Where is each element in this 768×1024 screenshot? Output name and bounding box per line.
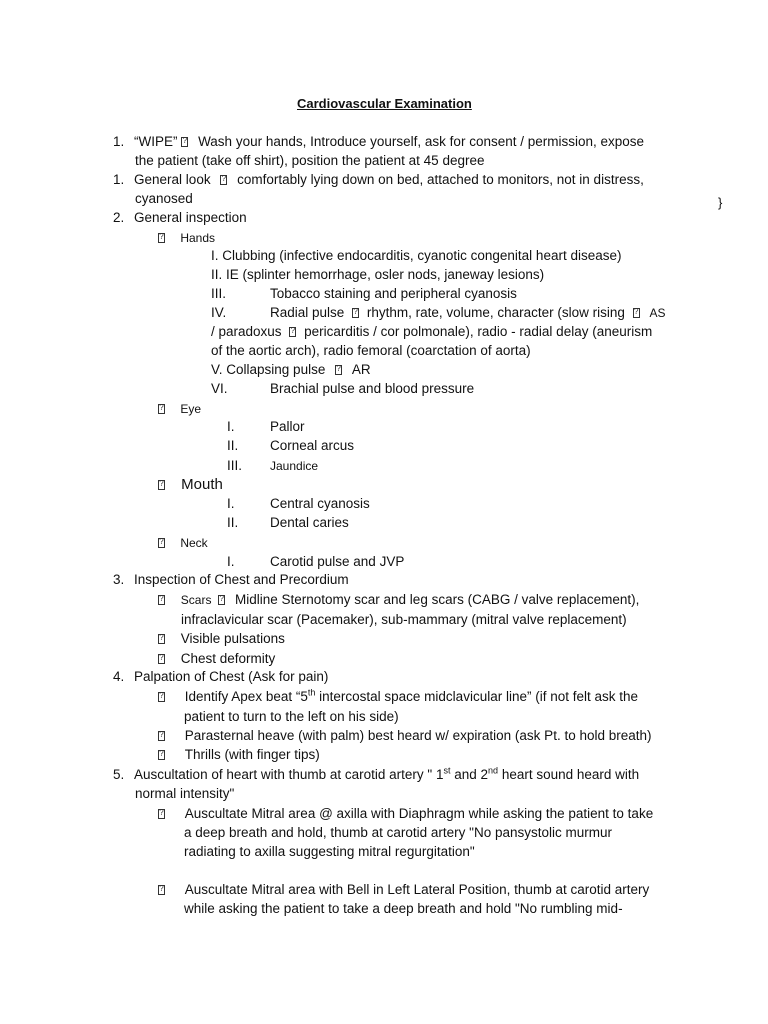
superscript: th — [307, 687, 316, 698]
hands-item-2: II. IE (splinter hemorrhage, osler nods, janeway lesions) — [211, 267, 545, 282]
auscultation-a: Auscultation of heart with thumb at carotid artery " 1 — [134, 767, 444, 782]
list-item-wipe — [113, 133, 644, 151]
eye-item-3: Jaundice — [270, 459, 319, 473]
visible-pulsations-label: Visible pulsations — [180, 631, 285, 646]
sub-item-mitral-bell-cont: while asking the patient to take a deep breath and hold "No rumbling mid- — [184, 901, 623, 916]
eye-item-1: Pallor — [270, 419, 305, 434]
sub-item-eye — [158, 400, 201, 418]
missing-glyph-icon — [220, 175, 227, 185]
mouth-item-1: Central cyanosis — [270, 496, 370, 511]
list-number: 2. — [113, 210, 125, 225]
list-number: 1. — [113, 172, 125, 187]
eye-label: Eye — [180, 402, 202, 416]
sub-item-mitral-bell — [158, 881, 649, 899]
document-title: Cardiovascular Examination — [297, 96, 472, 111]
scars-label: Scars — [180, 593, 212, 607]
wipe-text: Wash your hands, Introduce yourself, ask for consent / permission, expose — [198, 134, 645, 149]
list-number: 1. — [113, 134, 125, 149]
apex-beat-a: Identify Apex beat “5 — [184, 689, 308, 704]
missing-glyph-icon — [158, 750, 165, 760]
auscultation-b: and 2 — [450, 767, 489, 782]
eye-item-1-num: I. — [227, 419, 235, 434]
missing-glyph-icon — [335, 365, 342, 375]
sub-item-apex-beat — [158, 688, 638, 706]
hands-item-3-num: III. — [211, 286, 227, 301]
mouth-item-2-num: II. — [227, 515, 239, 530]
chest-deformity-label: Chest deformity — [180, 651, 276, 666]
margin-brace: } — [718, 195, 723, 210]
thrills-text: Thrills (with finger tips) — [184, 747, 320, 762]
missing-glyph-icon — [158, 809, 165, 819]
sub-item-apex-beat-cont: patient to turn to the left on his side) — [184, 709, 399, 724]
sub-item-chest-deformity — [158, 650, 275, 668]
missing-glyph-icon — [218, 595, 225, 605]
neck-item-1: Carotid pulse and JVP — [270, 554, 405, 569]
sub-item-thrills — [158, 746, 320, 764]
mitral-bell-text: Auscultate Mitral area with Bell in Left Lateral Position, thumb at carotid artery — [184, 882, 650, 897]
list-item-general-inspection — [113, 209, 247, 227]
list-item-auscultation — [113, 766, 639, 784]
missing-glyph-icon — [158, 538, 165, 548]
general-look-label: General look — [134, 172, 211, 187]
radial-pulse-label: Radial pulse — [270, 305, 345, 320]
mouth-item-2: Dental caries — [270, 515, 349, 530]
missing-glyph-icon — [158, 404, 165, 414]
ar-label: AR — [351, 362, 371, 377]
list-item-general-look-cont: cyanosed — [135, 191, 193, 206]
hands-item-3: Tobacco staining and peripheral cyanosis — [270, 286, 517, 301]
list-item-wipe-cont: the patient (take off shirt), position the patient at 45 degree — [135, 153, 485, 168]
missing-glyph-icon — [158, 885, 165, 895]
missing-glyph-icon — [158, 692, 165, 702]
superscript: st — [443, 765, 451, 776]
missing-glyph-icon — [158, 634, 165, 644]
palpation-label: Palpation of Chest (Ask for pain) — [134, 669, 329, 684]
eye-item-3-num: III. — [227, 458, 243, 473]
general-look-text: comfortably lying down on bed, attached to monitors, not in distress, — [237, 172, 644, 187]
pericarditis-text: pericarditis / cor polmonale), radio - radial delay (aneurism — [304, 324, 653, 339]
eye-item-2: Corneal arcus — [270, 438, 355, 453]
list-number: 4. — [113, 669, 125, 684]
collapsing-pulse-label: V. Collapsing pulse — [211, 362, 326, 377]
auscultation-text — [134, 767, 639, 782]
list-item-chest-inspection — [113, 571, 349, 589]
list-item-general-look — [113, 171, 644, 189]
hands-item-4-cont2: of the aortic arch), radio femoral (coarctation of aorta) — [211, 343, 531, 358]
sub-item-visible-pulsations — [158, 630, 285, 648]
hands-label: Hands — [180, 231, 216, 245]
list-item-auscultation-cont: normal intensity" — [135, 786, 235, 801]
wipe-label: “WIPE” — [134, 134, 178, 149]
apex-beat-text — [185, 689, 638, 704]
missing-glyph-icon — [158, 595, 165, 605]
hands-item-4-num: IV. — [211, 305, 227, 320]
sub-item-mitral-diaphragm-cont2: radiating to axilla suggesting mitral regurgitation" — [184, 844, 475, 859]
hands-item-6: Brachial pulse and blood pressure — [270, 381, 475, 396]
sub-item-parasternal-heave — [158, 727, 652, 745]
parasternal-heave-text: Parasternal heave (with palm) best heard w/ expiration (ask Pt. to hold breath) — [184, 728, 652, 743]
hands-item-4-cont1 — [211, 323, 652, 341]
hands-item-1: I. Clubbing (infective endocarditis, cyanotic congenital heart disease) — [211, 248, 622, 263]
missing-glyph-icon — [289, 327, 296, 337]
sub-item-mitral-diaphragm-cont1: a deep breath and hold, thumb at carotid artery "No pansystolic murmur — [184, 825, 613, 840]
list-number: 3. — [113, 572, 125, 587]
missing-glyph-icon — [633, 308, 640, 318]
hands-item-5 — [211, 361, 371, 379]
hands-item-6-num: VI. — [211, 381, 228, 396]
sub-item-hands — [158, 229, 215, 247]
missing-glyph-icon — [158, 233, 165, 243]
sub-item-neck — [158, 534, 208, 552]
general-inspection-label: General inspection — [134, 210, 247, 225]
missing-glyph-icon — [158, 654, 165, 664]
missing-glyph-icon — [352, 308, 359, 318]
paradoxus-text: / paradoxus — [211, 324, 282, 339]
auscultation-c: heart sound heard with — [498, 767, 640, 782]
mouth-item-1-num: I. — [227, 496, 235, 511]
eye-item-2-num: II. — [227, 438, 239, 453]
superscript: nd — [488, 765, 499, 776]
mitral-diaphragm-text: Auscultate Mitral area @ axilla with Diaphragm while asking the patient to take — [184, 806, 654, 821]
sub-item-scars — [158, 591, 639, 609]
sub-item-scars-cont: infraclavicular scar (Pacemaker), sub-mammary (mitral valve replacement) — [181, 612, 627, 627]
sub-item-mitral-diaphragm — [158, 805, 653, 823]
missing-glyph-icon — [158, 480, 165, 490]
radial-pulse-text: rhythm, rate, volume, character (slow rising — [366, 305, 625, 320]
neck-item-1-num: I. — [227, 554, 235, 569]
chest-inspection-label: Inspection of Chest and Precordium — [134, 572, 349, 587]
scars-text: Midline Sternotomy scar and leg scars (CABG / valve replacement), — [234, 592, 640, 607]
missing-glyph-icon — [181, 137, 188, 147]
mouth-label: Mouth — [181, 476, 223, 493]
sub-item-mouth — [158, 476, 223, 494]
list-number: 5. — [113, 767, 125, 782]
apex-beat-b: intercostal space midclavicular line” (if not felt ask the — [315, 689, 639, 704]
list-item-palpation — [113, 668, 328, 686]
hands-item-4 — [270, 304, 665, 322]
neck-label: Neck — [180, 536, 208, 550]
as-label: AS — [649, 306, 666, 320]
missing-glyph-icon — [158, 731, 165, 741]
